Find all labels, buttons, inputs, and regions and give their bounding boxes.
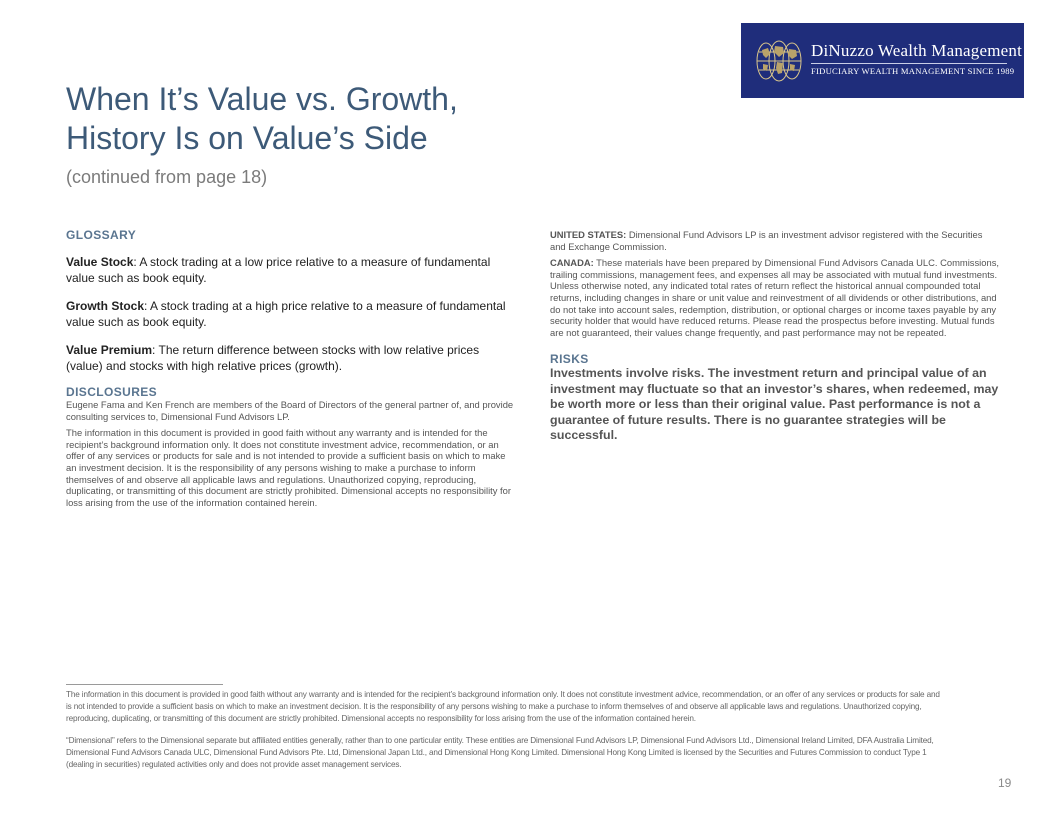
glossary-term-value-premium xyxy=(66,342,516,374)
glossary-heading: GLOSSARY xyxy=(66,228,137,242)
us-regulatory-notice xyxy=(550,229,1000,252)
footnote-1: The information in this document is provided in good faith without any warranty and is intended for the recipient’s background information only. It does not constitute investment advice, recommendation, or an offer of any services or products for sale and is not intended to provide a sufficient basis on which to make an investment decision. It is the responsibility of any persons wishing to make a purchase to inform themselves of and observe all applicable laws and regulations. Unauthorized copying, reproducing, duplicating, or transmitting of this document are strictly prohibited. Dimensional accepts no responsibility for loss arising from the use of the information contained herein. xyxy=(66,690,940,723)
risks-heading: RISKS xyxy=(550,352,589,367)
canada-regulatory-notice xyxy=(550,257,1000,338)
page-number: 19 xyxy=(998,776,1012,790)
disclosures-heading: DISCLOSURES xyxy=(66,385,158,399)
term-definition: : A stock trading at a low price relative to a measure of fundamental value such as book equity. xyxy=(66,255,491,285)
us-text: Dimensional Fund Advisors LP is an investment advisor registered with the Securities and Exchange Commission. xyxy=(550,229,983,252)
company-logo xyxy=(741,23,1024,98)
page-subtitle: (continued from page 18) xyxy=(66,167,268,187)
term-name: Value Stock xyxy=(66,255,134,269)
glossary-term-growth-stock xyxy=(66,298,516,330)
canada-text: These materials have been prepared by Dimensional Fund Advisors Canada ULC. Commissions, trailing commissions, management fees, and expenses all may be associated with mutual fund investments. Unless otherwise noted, any indicated total rates of return reflect the historical annual compounded total returns, including changes in share or unit value and reinvestment of all dividends or other distributions, and do not take into account sales, redemption, distribution, or optional charges or income taxes payable by any security holder that would have reduced returns. Please read the prospectus before investing. Mutual funds are not guaranteed, their values change frequently, and past performance may not be repeated. xyxy=(550,257,999,338)
globe-logo-icon xyxy=(756,40,802,82)
risks-text: Investments involve risks. The investment return and principal value of an investment may fluctuate so that an investor’s shares, when redeemed, may be worth more or less than their original value. Past performance is not a guarantee of future results. There is no guarantee strategies will be successful. xyxy=(550,366,999,442)
us-label: UNITED STATES: xyxy=(550,229,627,240)
footnote-2: “Dimensional” refers to the Dimensional separate but affiliated entities generally, rather than to one particular entity. These entities are Dimensional Fund Advisors LP, Dimensional Fund Advisors Ltd., Dimensional Ireland Limited, DFA Australia Limited, Dimensional Fund Advisors Canada ULC, Dimensional Fund Advisors Pte. Ltd, Dimensional Japan Ltd., and Dimensional Hong Kong Limited. Dimensional Hong Kong Limited is licensed by the Securities and Futures Commission to conduct Type 1 (dealing in securities) regulated activities only and does not provide asset management services. xyxy=(66,736,934,769)
term-name: Growth Stock xyxy=(66,299,145,313)
logo-divider xyxy=(811,63,1007,64)
logo-company-name: DiNuzzo Wealth Management xyxy=(811,41,1023,60)
page-title-line-2: History Is on Value’s Side xyxy=(66,120,428,156)
left-column xyxy=(66,228,516,513)
canada-label: CANADA: xyxy=(550,257,594,269)
glossary-term-value-stock xyxy=(66,254,516,286)
term-name: Value Premium xyxy=(66,343,153,357)
disclosure-paragraph: Eugene Fama and Ken French are members of the Board of Directors of the general partner of, and provide consulting services to, Dimensional Fund Advisors LP. xyxy=(66,399,514,422)
term-definition: : The return difference between stocks with low relative prices (value) and stocks with high relative prices (growth). xyxy=(66,343,480,373)
footnotes xyxy=(66,689,946,781)
disclosure-paragraph: The information in this document is provided in good faith without any warranty and is intended for the recipient’s background information only. It does not constitute investment advice, recommendation, or an offer of any services or products for sale and is not intended to provide a sufficient basis on which to make an investment decision. It is the responsibility of any persons wishing to make a purchase to inform themselves of and observe all applicable laws and regulations. Unauthorized copying, reproducing, duplicating, or transmitting of this document are strictly prohibited. Dimensional accepts no responsibility for loss arising from the use of the information contained herein. xyxy=(66,427,512,508)
right-column xyxy=(550,229,1000,443)
page-title-line-1: When It’s Value vs. Growth, xyxy=(66,81,458,117)
logo-tagline: FIDUCIARY WEALTH MANAGEMENT SINCE 1989 xyxy=(811,66,1015,76)
footnote-divider xyxy=(66,684,223,685)
term-definition: : A stock trading at a high price relative to a measure of fundamental value such as book equity. xyxy=(66,299,506,329)
page-title xyxy=(66,80,458,158)
